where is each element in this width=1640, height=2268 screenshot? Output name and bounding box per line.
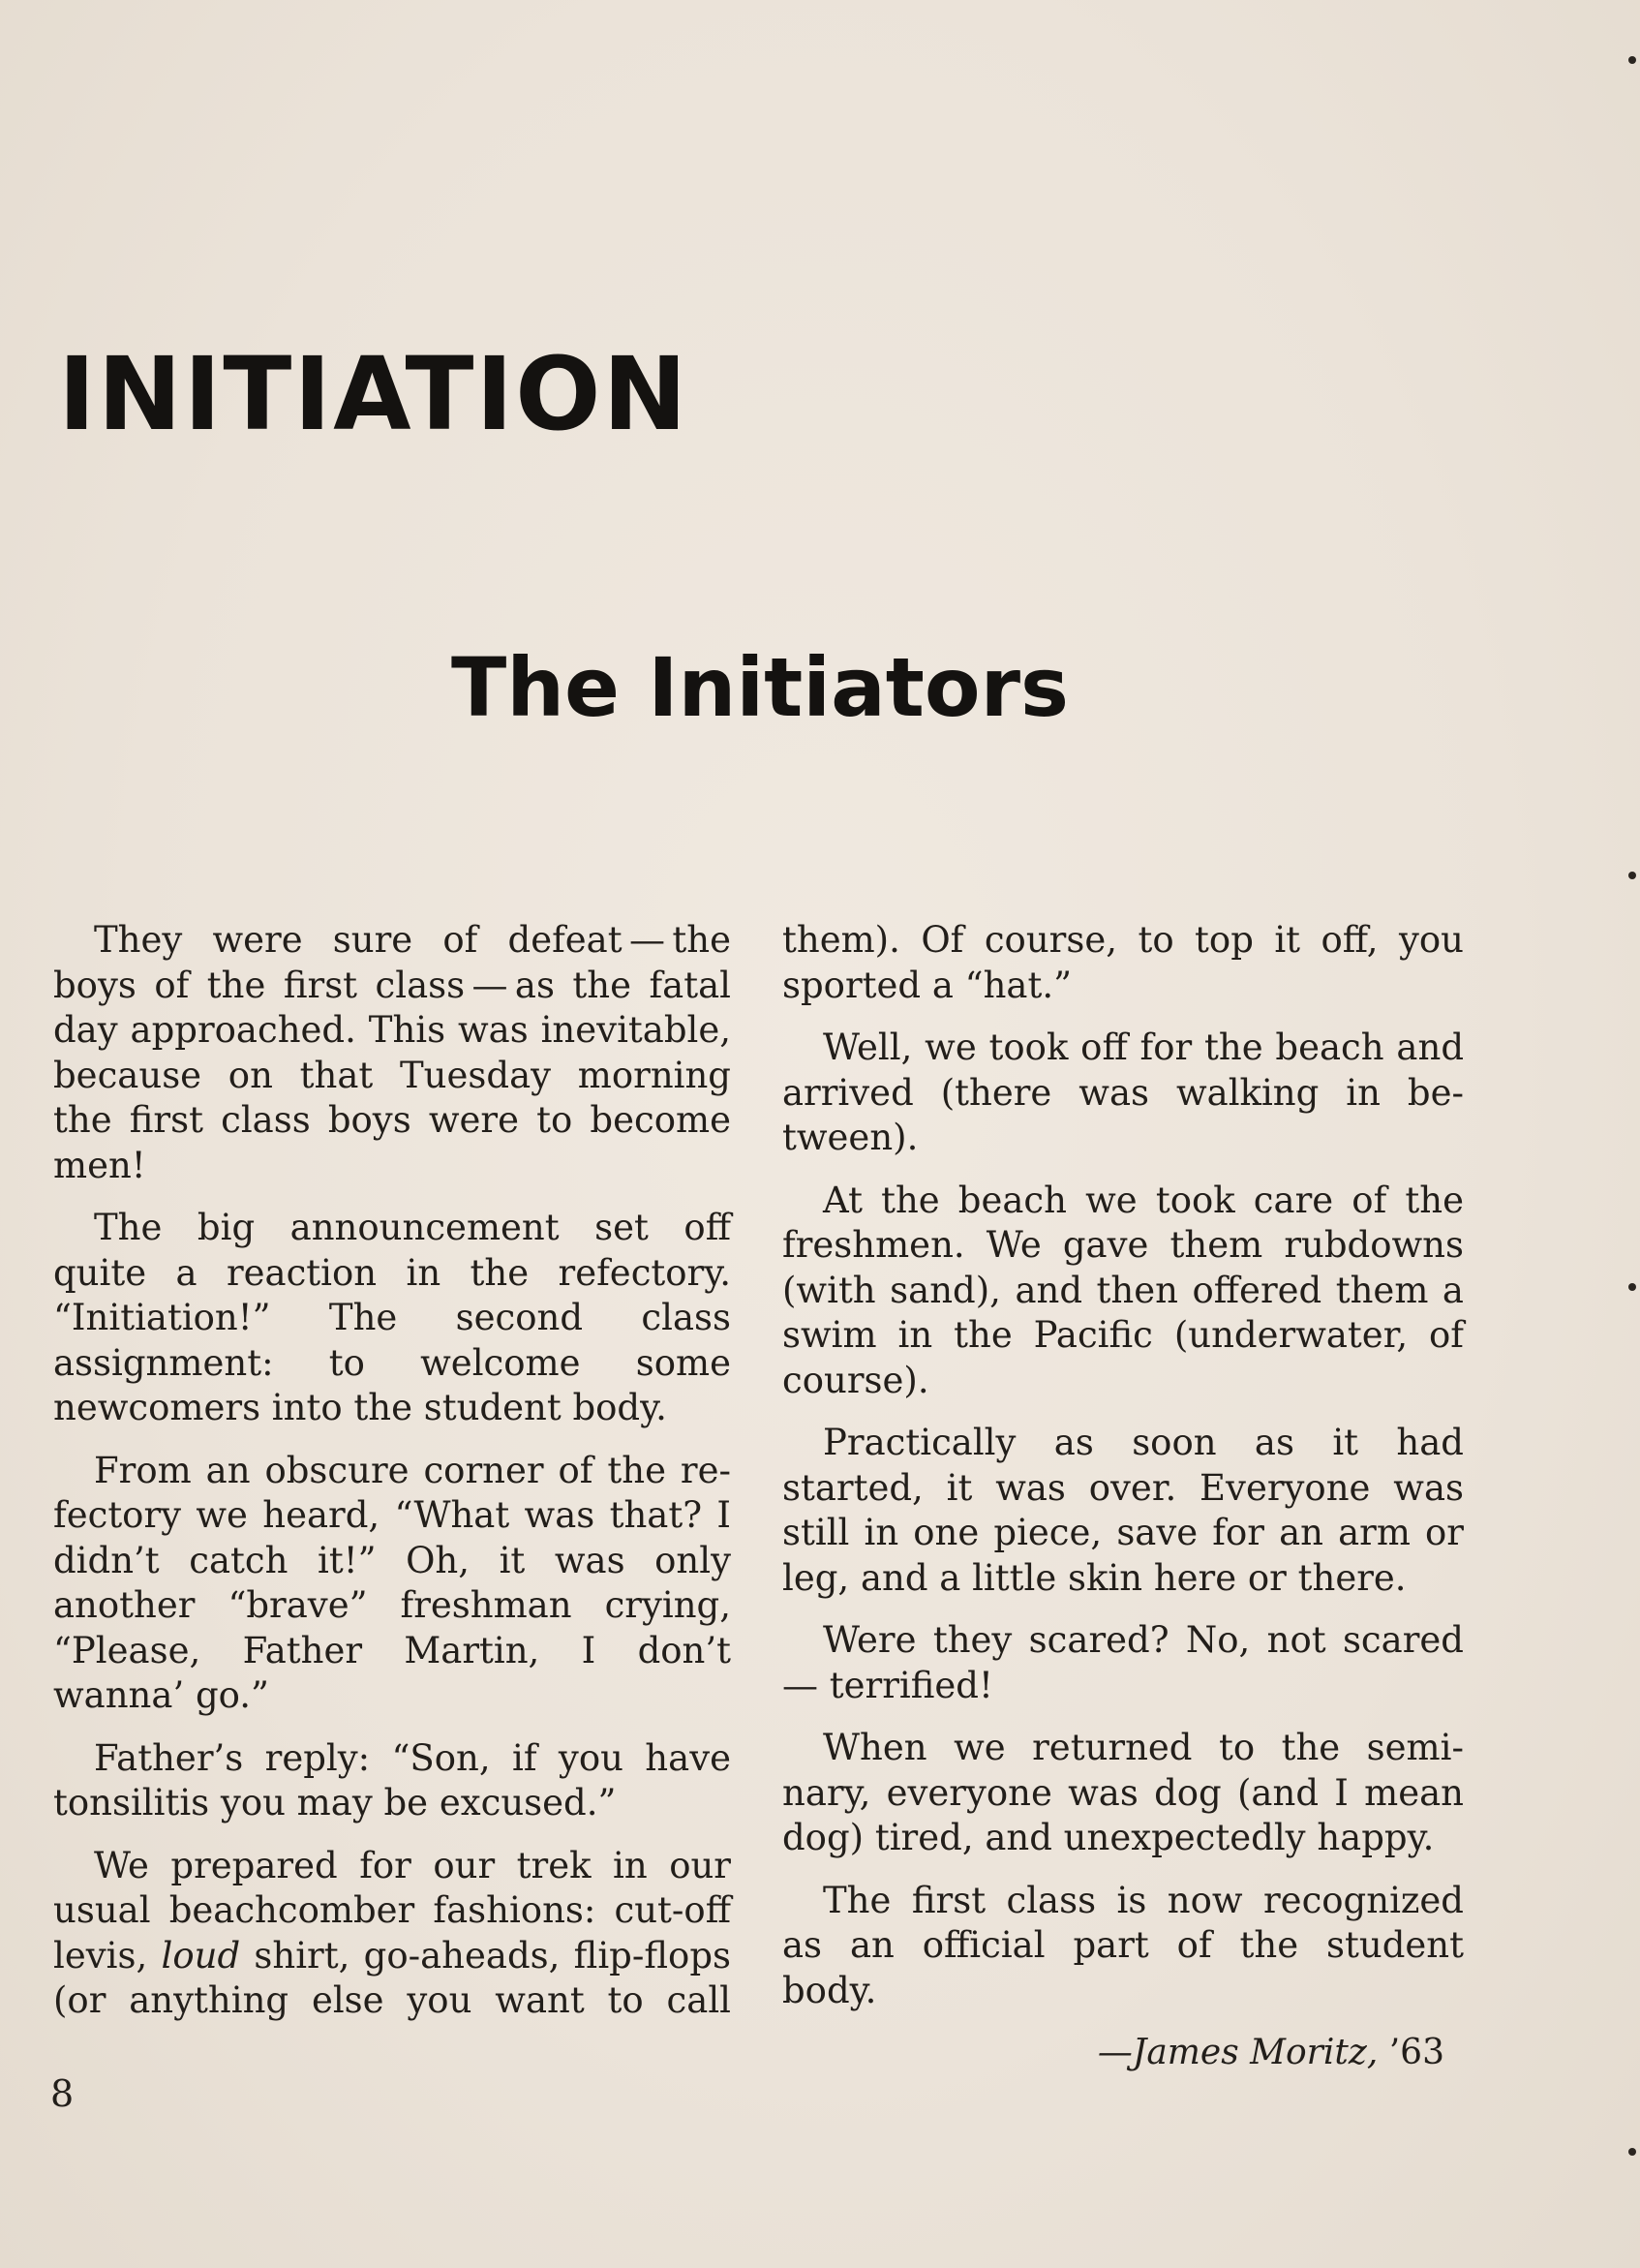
paragraph: Well, we took off for the beach and arrived (there was walking in between). (782, 1027, 1464, 1158)
paragraph: They were sure of defeat — the boys of the first class — as the fatal day approached. This was inevitable, because on that Tuesday morning the first class boys were to become men! (53, 919, 731, 1186)
paragraph: When we returned to the seminary, everyone was dog (and I mean dog) tired, and unexpectedly happy. (782, 1727, 1464, 1858)
paragraph (53, 1844, 731, 2024)
author-class-year: ’63 (1388, 2033, 1444, 2072)
paragraph-continuation: them). Of course, to top it off, you sported a “hat.” (782, 919, 1464, 1006)
paragraph: Practically as soon as it had started, it was over. Everyone was still in one piece, save for an arm or leg, and a little skin here or there. (782, 1422, 1464, 1599)
article-title: The Initiators (450, 640, 1070, 735)
edge-mark (1628, 56, 1636, 64)
paragraph: At the beach we took care of the freshmen. We gave them rubdowns (with sand), and then offered them a swim in the Pacific (underwater, of course). (782, 1179, 1464, 1401)
page-number: 8 (50, 2072, 75, 2115)
paragraph: Were they scared? No, not scared — terrified! (782, 1619, 1464, 1706)
edge-mark (1628, 2148, 1636, 2156)
left-column (53, 918, 731, 2041)
section-heading: INITIATION (58, 335, 689, 453)
right-column (782, 918, 1464, 2076)
paragraph: Father’s reply: “Son, if you have tonsilitis you may be excused.” (53, 1736, 731, 1824)
edge-mark (1628, 1283, 1636, 1291)
paragraph-text: We prepared for our trek in our usual beachcomber fashions: cut-off levis, (53, 1844, 731, 1977)
paragraph-text: shirt, go-aheads, flip-flops (or anything else you want to call (53, 1934, 731, 2021)
author-signature (782, 2031, 1464, 2076)
author-name: —James Moritz, (1097, 2033, 1379, 2072)
paragraph: The big announcement set off quite a reaction in the refectory. “Initiation!” The second class assignment: to welcome some newcomers into the student body. (53, 1207, 731, 1428)
paragraph: The first class is now recognized as an official part of the student body. (782, 1879, 1464, 2011)
paragraph: From an obscure corner of the refectory we heard, “What was that? I didn’t catch it!” Oh, it was only another “brave” freshman crying, “Please, Father Martin, I don’t wanna’ go.” (53, 1449, 731, 1716)
edge-mark (1628, 872, 1636, 879)
emphasized-word: loud (161, 1934, 241, 1977)
